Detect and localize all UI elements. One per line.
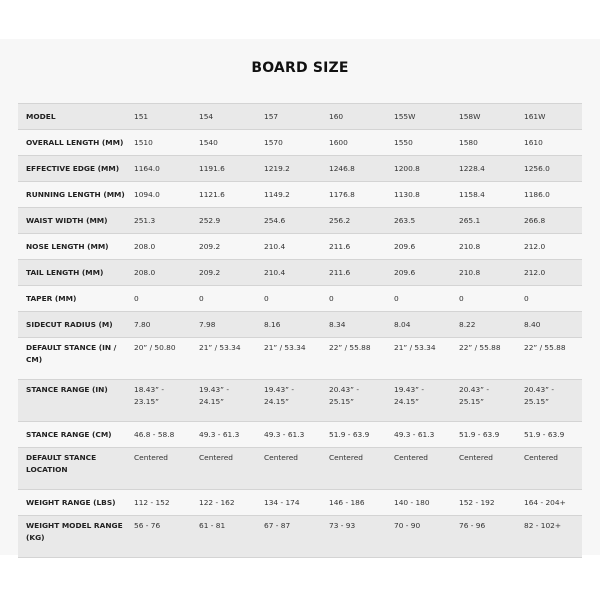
table-row <box>18 380 582 422</box>
cell-157: 1570 <box>260 130 325 156</box>
cell-158w: 8.22 <box>455 312 520 338</box>
table-row <box>18 208 582 234</box>
cell-157: 210.4 <box>260 260 325 286</box>
cell-157: 134 - 174 <box>260 490 325 516</box>
cell-154: 7.98 <box>195 312 260 338</box>
cell-158w: 51.9 - 63.9 <box>455 422 520 448</box>
cell-155w: 1200.8 <box>390 156 455 182</box>
row-label: DEFAULT STANCE LOCATION <box>18 448 130 490</box>
cell-154: 1191.6 <box>195 156 260 182</box>
cell-157: Centered <box>260 448 325 490</box>
cell-160: 22” / 55.88 <box>325 338 390 380</box>
table-row <box>18 234 582 260</box>
cell-160: 0 <box>325 286 390 312</box>
cell-161w: Centered <box>520 448 582 490</box>
cell-151: 7.80 <box>130 312 195 338</box>
cell-158w: 0 <box>455 286 520 312</box>
cell-158w: 158W <box>455 104 520 130</box>
cell-155w: 140 - 180 <box>390 490 455 516</box>
cell-155w: 8.04 <box>390 312 455 338</box>
cell-161w: 82 - 102+ <box>520 516 582 558</box>
cell-161w: 164 - 204+ <box>520 490 582 516</box>
cell-155w: 49.3 - 61.3 <box>390 422 455 448</box>
cell-155w: 1550 <box>390 130 455 156</box>
row-label: WAIST WIDTH (MM) <box>18 208 130 234</box>
cell-161w: 161W <box>520 104 582 130</box>
cell-151: 151 <box>130 104 195 130</box>
cell-158w: 210.8 <box>455 234 520 260</box>
board-size-table <box>18 103 582 558</box>
cell-160: 256.2 <box>325 208 390 234</box>
cell-155w: 21” / 53.34 <box>390 338 455 380</box>
cell-160: 146 - 186 <box>325 490 390 516</box>
cell-155w: 1130.8 <box>390 182 455 208</box>
cell-157: 210.4 <box>260 234 325 260</box>
cell-151: 208.0 <box>130 234 195 260</box>
row-label: TAPER (MM) <box>18 286 130 312</box>
row-label: MODEL <box>18 104 130 130</box>
cell-151: 112 - 152 <box>130 490 195 516</box>
cell-154: 252.9 <box>195 208 260 234</box>
cell-157: 49.3 - 61.3 <box>260 422 325 448</box>
row-label: RUNNING LENGTH (MM) <box>18 182 130 208</box>
cell-158w: Centered <box>455 448 520 490</box>
cell-160: 20.43” - 25.15” <box>325 380 390 422</box>
cell-157: 21” / 53.34 <box>260 338 325 380</box>
cell-160: 1246.8 <box>325 156 390 182</box>
table-row <box>18 130 582 156</box>
cell-161w: 22” / 55.88 <box>520 338 582 380</box>
table-row <box>18 422 582 448</box>
cell-158w: 1580 <box>455 130 520 156</box>
cell-151: 56 - 76 <box>130 516 195 558</box>
cell-154: 209.2 <box>195 234 260 260</box>
cell-160: 1176.8 <box>325 182 390 208</box>
table-row <box>18 338 582 380</box>
cell-155w: 0 <box>390 286 455 312</box>
cell-155w: 209.6 <box>390 260 455 286</box>
cell-161w: 212.0 <box>520 260 582 286</box>
table-row <box>18 182 582 208</box>
cell-154: 154 <box>195 104 260 130</box>
cell-155w: 70 - 90 <box>390 516 455 558</box>
cell-155w: 19.43” - 24.15” <box>390 380 455 422</box>
cell-151: Centered <box>130 448 195 490</box>
cell-160: 8.34 <box>325 312 390 338</box>
table-row <box>18 286 582 312</box>
cell-151: 1510 <box>130 130 195 156</box>
cell-151: 20” / 50.80 <box>130 338 195 380</box>
cell-154: Centered <box>195 448 260 490</box>
table-row <box>18 312 582 338</box>
cell-161w: 1610 <box>520 130 582 156</box>
cell-157: 19.43” - 24.15” <box>260 380 325 422</box>
table-body <box>18 104 582 558</box>
cell-154: 49.3 - 61.3 <box>195 422 260 448</box>
cell-154: 21” / 53.34 <box>195 338 260 380</box>
row-label: DEFAULT STANCE (IN / CM) <box>18 338 130 380</box>
cell-154: 1540 <box>195 130 260 156</box>
cell-158w: 20.43” - 25.15” <box>455 380 520 422</box>
page-title: BOARD SIZE <box>251 60 349 76</box>
cell-154: 209.2 <box>195 260 260 286</box>
cell-151: 46.8 - 58.8 <box>130 422 195 448</box>
cell-157: 67 - 87 <box>260 516 325 558</box>
cell-154: 122 - 162 <box>195 490 260 516</box>
row-label: NOSE LENGTH (MM) <box>18 234 130 260</box>
row-label: TAIL LENGTH (MM) <box>18 260 130 286</box>
cell-155w: 209.6 <box>390 234 455 260</box>
cell-155w: 263.5 <box>390 208 455 234</box>
cell-154: 61 - 81 <box>195 516 260 558</box>
cell-161w: 8.40 <box>520 312 582 338</box>
row-label: SIDECUT RADIUS (M) <box>18 312 130 338</box>
cell-160: 160 <box>325 104 390 130</box>
cell-161w: 0 <box>520 286 582 312</box>
cell-161w: 20.43” - 25.15” <box>520 380 582 422</box>
cell-161w: 51.9 - 63.9 <box>520 422 582 448</box>
cell-161w: 266.8 <box>520 208 582 234</box>
cell-161w: 212.0 <box>520 234 582 260</box>
cell-158w: 76 - 96 <box>455 516 520 558</box>
cell-157: 1149.2 <box>260 182 325 208</box>
row-label: STANCE RANGE (IN) <box>18 380 130 422</box>
cell-151: 251.3 <box>130 208 195 234</box>
table-row <box>18 448 582 490</box>
cell-151: 18.43” - 23.15” <box>130 380 195 422</box>
cell-151: 1094.0 <box>130 182 195 208</box>
table-row <box>18 156 582 182</box>
cell-160: 51.9 - 63.9 <box>325 422 390 448</box>
cell-160: 211.6 <box>325 234 390 260</box>
table-row <box>18 104 582 130</box>
row-label: WEIGHT MODEL RANGE (KG) <box>18 516 130 558</box>
cell-151: 208.0 <box>130 260 195 286</box>
cell-158w: 152 - 192 <box>455 490 520 516</box>
table-row <box>18 490 582 516</box>
table-row <box>18 516 582 558</box>
row-label: STANCE RANGE (CM) <box>18 422 130 448</box>
cell-154: 0 <box>195 286 260 312</box>
cell-158w: 265.1 <box>455 208 520 234</box>
cell-161w: 1256.0 <box>520 156 582 182</box>
cell-160: 211.6 <box>325 260 390 286</box>
cell-158w: 22” / 55.88 <box>455 338 520 380</box>
row-label: OVERALL LENGTH (MM) <box>18 130 130 156</box>
cell-157: 254.6 <box>260 208 325 234</box>
cell-151: 1164.0 <box>130 156 195 182</box>
cell-157: 0 <box>260 286 325 312</box>
cell-158w: 1228.4 <box>455 156 520 182</box>
cell-154: 19.43” - 24.15” <box>195 380 260 422</box>
cell-161w: 1186.0 <box>520 182 582 208</box>
cell-160: Centered <box>325 448 390 490</box>
table-row <box>18 260 582 286</box>
cell-157: 157 <box>260 104 325 130</box>
cell-158w: 1158.4 <box>455 182 520 208</box>
row-label: WEIGHT RANGE (LBS) <box>18 490 130 516</box>
row-label: EFFECTIVE EDGE (MM) <box>18 156 130 182</box>
cell-160: 1600 <box>325 130 390 156</box>
cell-155w: 155W <box>390 104 455 130</box>
cell-155w: Centered <box>390 448 455 490</box>
cell-151: 0 <box>130 286 195 312</box>
cell-157: 8.16 <box>260 312 325 338</box>
cell-160: 73 - 93 <box>325 516 390 558</box>
cell-158w: 210.8 <box>455 260 520 286</box>
cell-157: 1219.2 <box>260 156 325 182</box>
cell-154: 1121.6 <box>195 182 260 208</box>
